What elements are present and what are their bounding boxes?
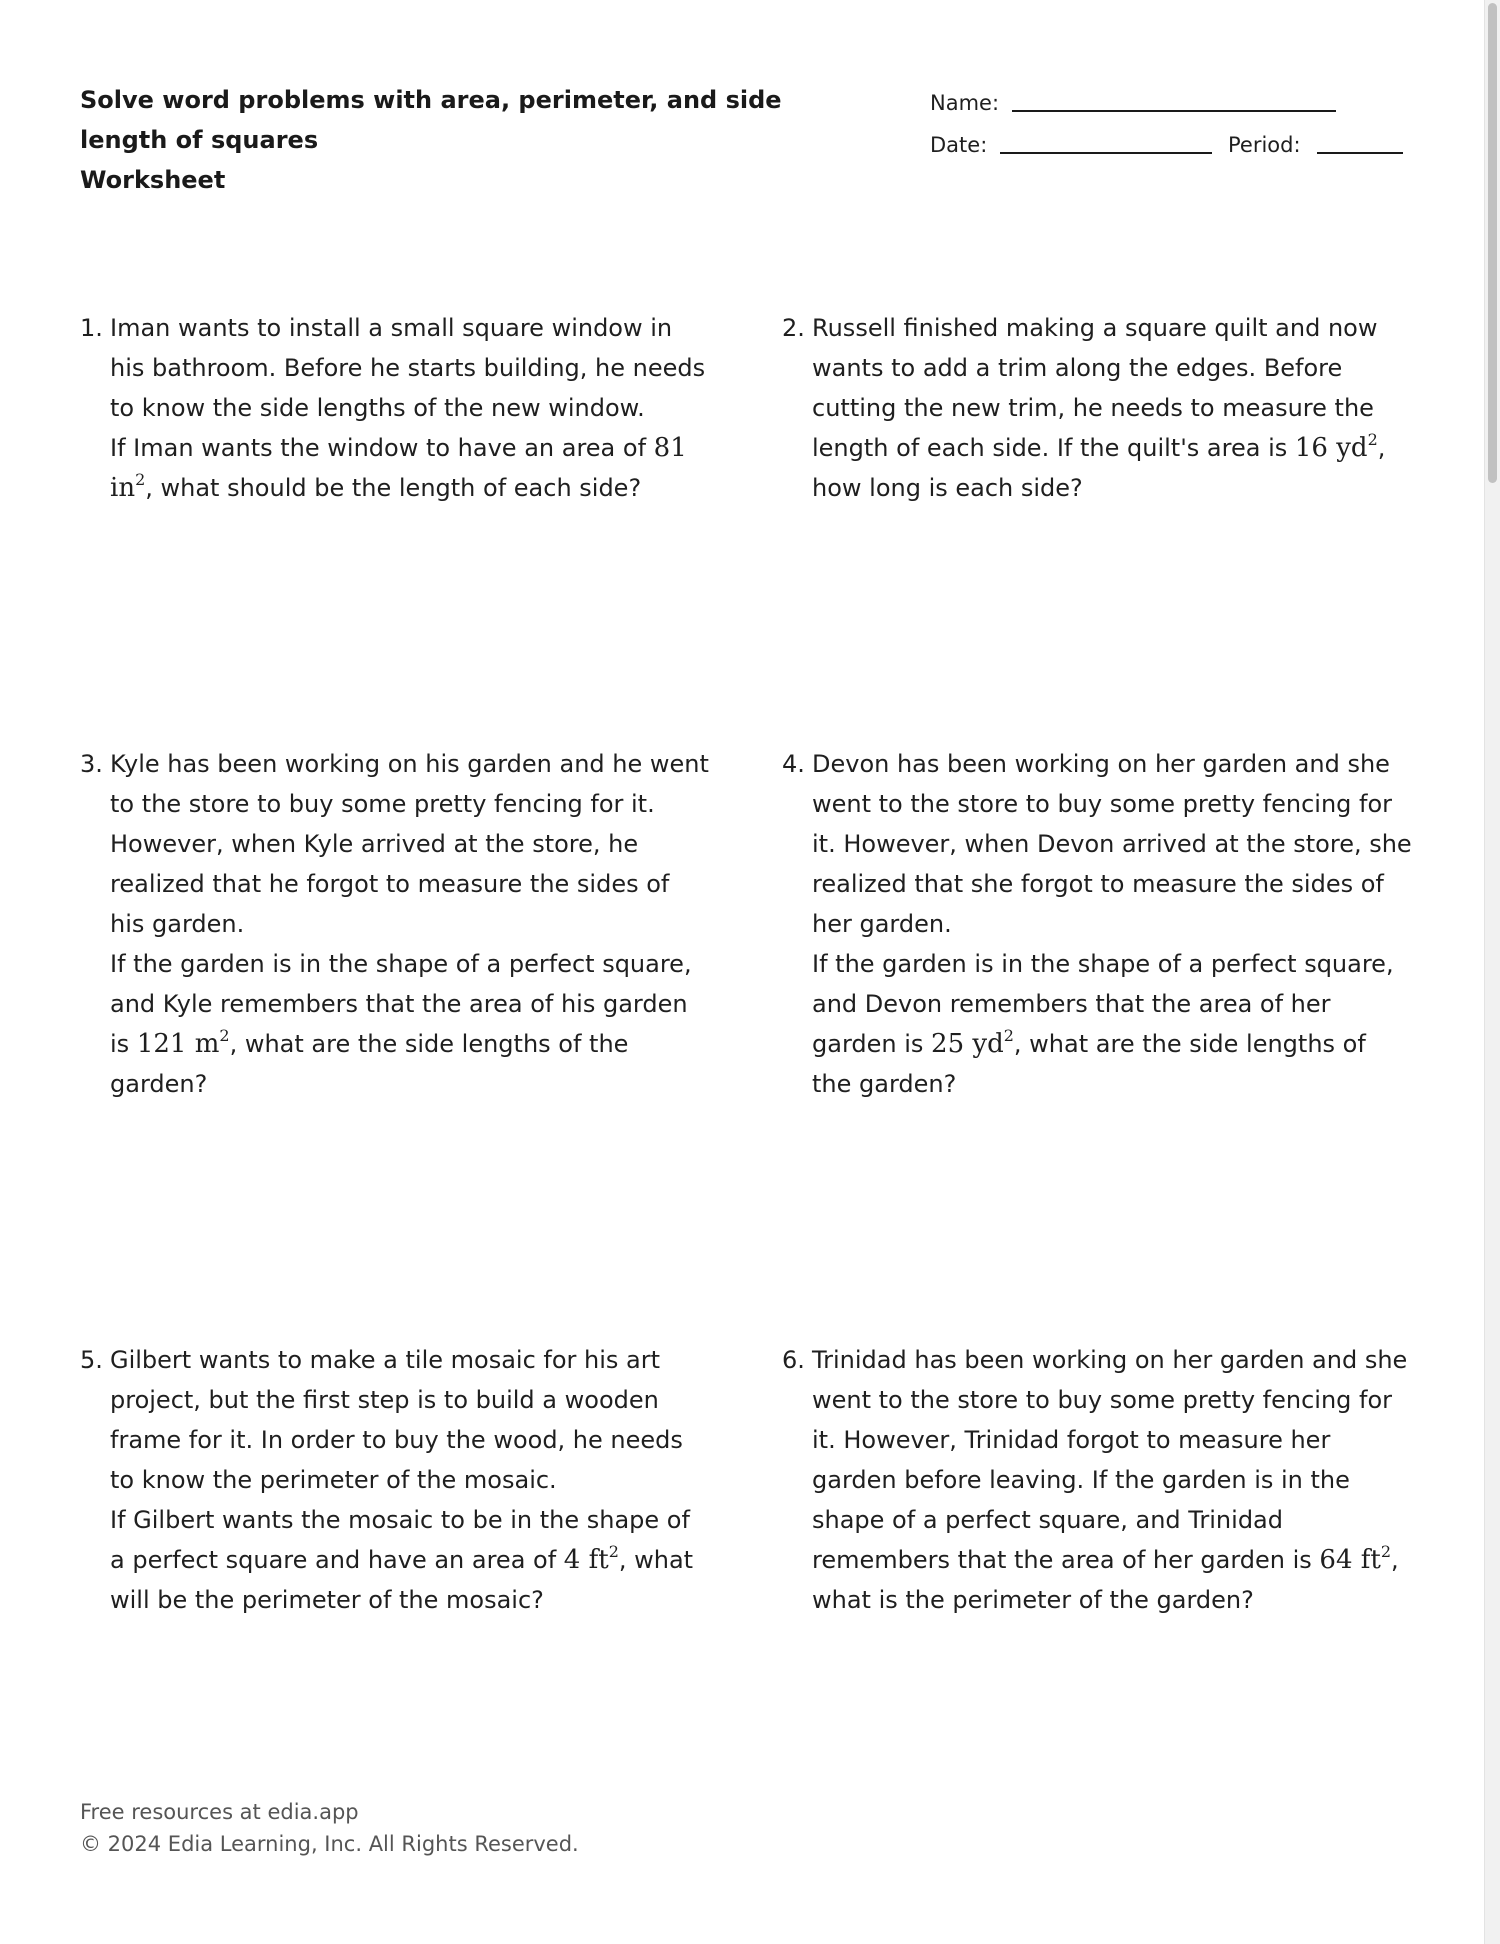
worksheet-title [80,80,870,200]
period-line [1317,152,1403,154]
problem-intro: Devon has been working on her garden and she went to the store to buy some pretty fencing for it. However, when Devon arrived at the store, she realized that she forgot to measure the sides of her garden. [812,750,1412,938]
area-expression [931,1026,1014,1059]
problem-question [812,1340,1412,1620]
area-value: 121 [136,1029,187,1059]
period-label: Period: [1228,133,1301,157]
problem-intro: Kyle has been working on his garden and he went to the store to buy some pretty fencing for it. However, when Kyle arrived at the store, he realized that he forgot to measure the sides of his garden. [110,750,709,938]
problem-text [110,308,710,508]
title-main: Solve word problems with area, perimeter, and side length of squares [80,86,782,154]
scrollbar-thumb[interactable] [1488,3,1497,483]
question-text: , what are the side lengths of the garden? [812,1030,1366,1098]
student-info [930,88,1410,172]
name-label: Name: [930,91,1000,115]
name-line [1012,110,1336,112]
date-line [1000,152,1212,154]
area-value: 16 [1294,433,1328,463]
date-label: Date: [930,133,988,157]
area-expression [136,1026,230,1059]
vertical-scrollbar[interactable] [1484,0,1500,1944]
problem-6 [782,1340,1412,1620]
area-expression [1319,1542,1392,1575]
problem-1 [80,308,710,508]
question-text: , what should be the length of each side? [145,474,642,502]
area-value: 64 [1319,1545,1353,1575]
problem-text [812,1340,1412,1620]
area-unit: ft [1360,1545,1381,1575]
problem-question [110,1500,710,1620]
question-text: If Iman wants the window to have an area of [110,434,654,462]
area-unit: ft [588,1545,609,1575]
problem-number: 3. [80,750,103,778]
area-unit: yd [1336,433,1368,463]
area-exponent: 2 [1380,1542,1392,1561]
problem-number: 5. [80,1346,103,1374]
problem-2 [782,308,1412,508]
problem-intro: Gilbert wants to make a tile mosaic for his art project, but the first step is to build a wooden frame for it. In order to buy the wood, he needs to know the perimeter of the mosaic. [110,1346,683,1494]
date-period-row [930,130,1410,172]
problem-text [812,308,1412,508]
problem-text [812,744,1412,1104]
area-unit: yd [972,1029,1004,1059]
problem-3 [80,744,710,1104]
problem-intro: Iman wants to install a small square window in his bathroom. Before he starts building, he needs to know the side lengths of the new window. [110,314,706,422]
area-exponent: 2 [1367,430,1378,449]
area-exponent: 2 [219,1026,230,1045]
name-row [930,88,1410,130]
title-sub: Worksheet [80,166,226,194]
question-text: Trinidad has been working on her garden and she went to the store to buy some pretty fencing for it. However, Trinidad forgot to measure her garden before leaving. If the garden is in the shape of a perfect square, and Trinidad remembers that the area of her garden is [812,1346,1408,1574]
problem-number: 6. [782,1346,805,1374]
problem-5 [80,1340,710,1620]
question-text: If the garden is in the shape of a perfect square, and Devon remembers that the area of her garden is [812,950,1394,1058]
area-unit: in [110,473,136,503]
question-text: Russell finished making a square quilt and now wants to add a trim along the edges. Before cutting the new trim, he needs to measure the length of each side. If the quilt's area is [812,314,1378,462]
area-unit: m [194,1029,220,1059]
question-text: , what is the perimeter of the garden? [812,1546,1399,1614]
footer-copyright: © 2024 Edia Learning, Inc. All Rights Reserved. [80,1832,579,1856]
problem-question [110,944,710,1104]
area-exponent: 2 [1003,1026,1014,1045]
problem-question [812,308,1412,508]
problem-text [110,1340,710,1620]
footer-resources: Free resources at edia.app [80,1800,359,1824]
question-text: , what will be the perimeter of the mosaic? [110,1546,694,1614]
area-exponent: 2 [608,1542,619,1561]
problem-question [812,944,1412,1104]
area-value: 81 [653,433,687,463]
area-expression [1294,430,1378,463]
area-exponent: 2 [135,470,146,489]
question-text: If the garden is in the shape of a perfect square, and Kyle remembers that the area of his garden is [110,950,692,1058]
area-value: 4 [563,1545,581,1575]
problem-question [110,428,710,508]
area-value: 25 [931,1029,965,1059]
area-expression [563,1542,619,1575]
problem-number: 4. [782,750,805,778]
problem-number: 2. [782,314,805,342]
question-text: , how long is each side? [812,434,1386,502]
problem-4 [782,744,1412,1104]
question-text: , what are the side lengths of the garden? [110,1030,629,1098]
problem-text [110,744,710,1104]
question-text: If Gilbert wants the mosaic to be in the shape of a perfect square and have an area of [110,1506,690,1574]
page-footer [80,1796,579,1860]
problem-number: 1. [80,314,103,342]
